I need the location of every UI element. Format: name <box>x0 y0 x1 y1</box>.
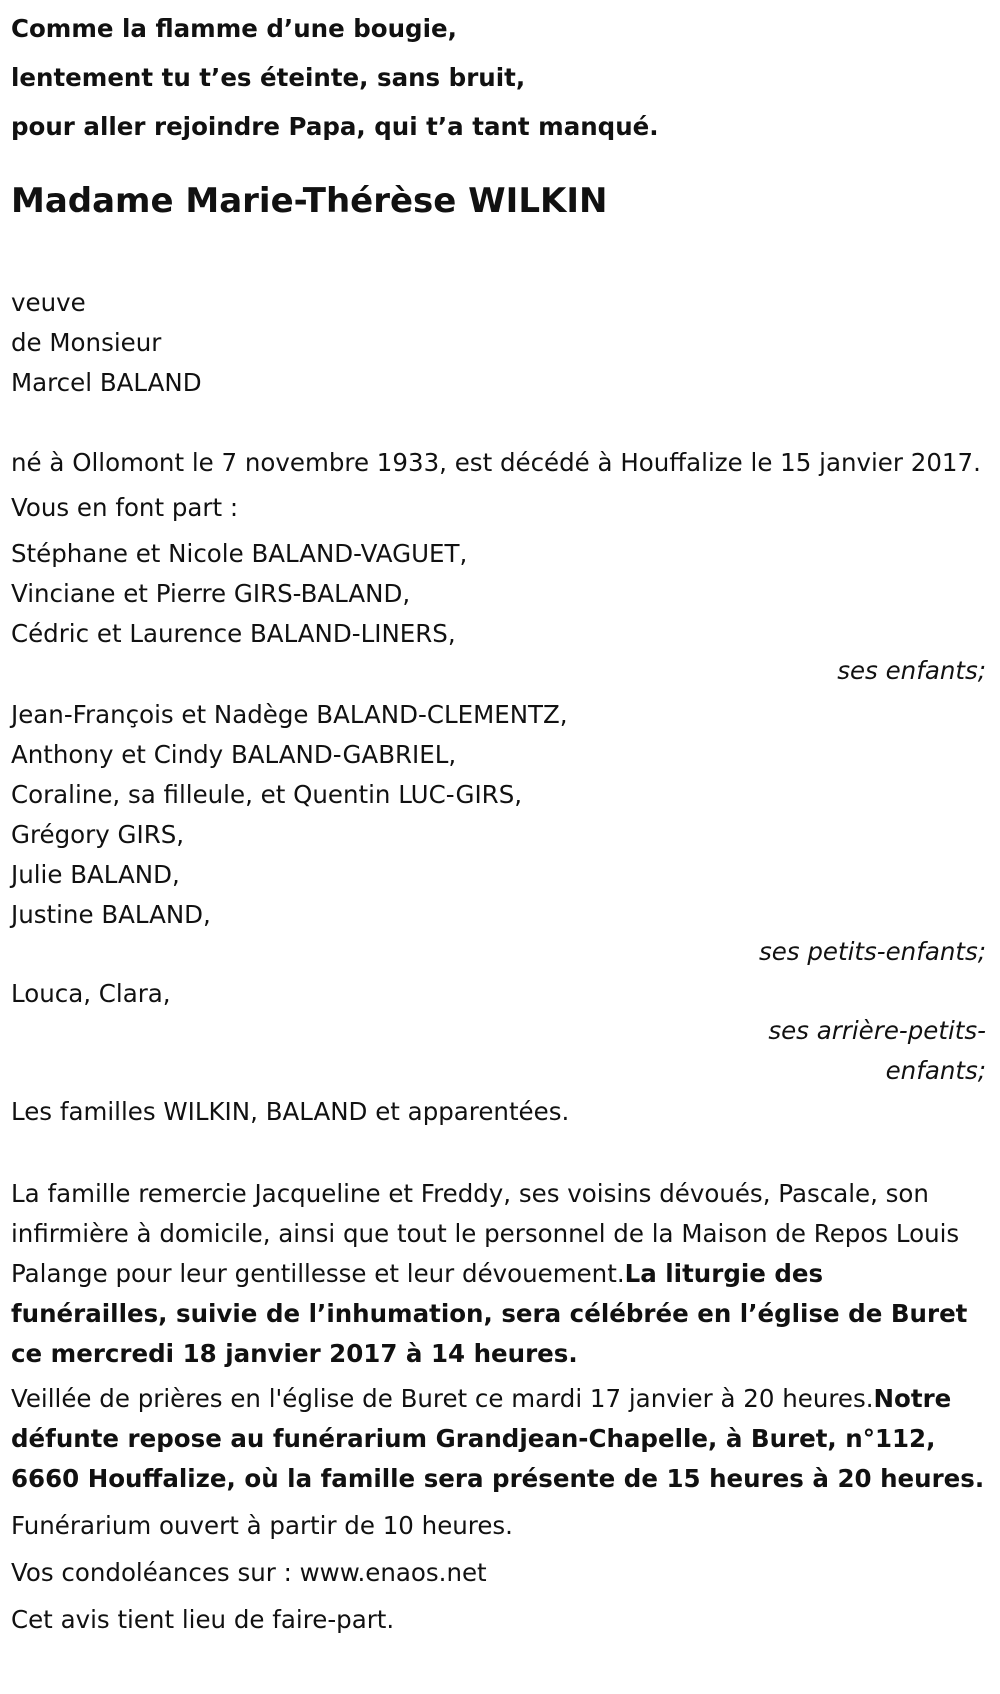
list-item: Anthony et Cindy BALAND-GABRIEL, <box>11 740 457 769</box>
children-role: ses enfants; <box>837 656 986 685</box>
poem-line: pour aller rejoindre Papa, qui t’a tant manqué. <box>11 112 659 141</box>
poem-line: Comme la flamme d’une bougie, <box>11 14 457 43</box>
great-grandchildren-role <box>11 1011 986 1091</box>
deceased-name: Madame Marie-Thérèse WILKIN <box>11 181 608 221</box>
list-item: Louca, Clara, <box>11 979 171 1008</box>
grandchildren-role: ses petits-enfants; <box>758 937 986 966</box>
role-line: enfants; <box>885 1056 986 1085</box>
status-line: veuve <box>11 288 86 317</box>
widow-status <box>11 283 986 403</box>
list-item: Coraline, sa filleule, et Quentin LUC-GIRS, <box>11 780 523 809</box>
condolences-line: Vos condoléances sur : www.enaos.net <box>11 1558 487 1587</box>
repose-details: Notre défunte repose au funérarium Grandjean-Chapelle, à Buret, n°112, 6660 Houffalize, où la famille sera présente de 15 heures à 20 heures. <box>11 1384 985 1493</box>
vigil-paragraph <box>11 1379 986 1499</box>
list-item: Grégory GIRS, <box>11 820 185 849</box>
list-item: Jean-François et Nadège BALAND-CLEMENTZ, <box>11 700 568 729</box>
vigil-text: Veillée de prières en l'église de Buret ce mardi 17 janvier à 20 heures. <box>11 1384 874 1413</box>
status-line: Marcel BALAND <box>11 368 202 397</box>
poem-line: lentement tu t’es éteinte, sans bruit, <box>11 63 526 92</box>
poem <box>11 4 986 151</box>
funeral-details: La liturgie des funérailles, suivie de l’inhumation, sera célébrée en l’église de Buret ce mercredi 18 janvier 2017 à 14 heures. <box>11 1259 968 1368</box>
obituary-notice <box>11 0 986 1640</box>
list-item: Vinciane et Pierre GIRS-BALAND, <box>11 579 411 608</box>
birth-death-text: né à Ollomont le 7 novembre 1933, est décédé à Houffalize le 15 janvier 2017. <box>11 448 981 477</box>
role-line: ses arrière-petits- <box>768 1016 986 1045</box>
thanks-text: La famille remercie Jacqueline et Freddy, ses voisins dévoués, Pascale, son infirmière à domicile, ainsi que tout le personnel de la Maison de Repos Louis Palange pour leur gentillesse et leur dévouement. <box>11 1179 960 1288</box>
faire-part-note: Cet avis tient lieu de faire-part. <box>11 1605 395 1634</box>
funerarium-hours: Funérarium ouvert à partir de 10 heures. <box>11 1511 513 1540</box>
children-list <box>11 534 986 654</box>
great-grandchildren-list <box>11 974 986 1014</box>
list-item: Julie BALAND, <box>11 860 180 889</box>
announcement-intro: Vous en font part : <box>11 493 239 522</box>
families-line: Les familles WILKIN, BALAND et apparentées. <box>11 1097 570 1126</box>
grandchildren-list <box>11 695 986 935</box>
list-item: Justine BALAND, <box>11 900 211 929</box>
list-item: Cédric et Laurence BALAND-LINERS, <box>11 619 456 648</box>
list-item: Stéphane et Nicole BALAND-VAGUET, <box>11 539 468 568</box>
status-line: de Monsieur <box>11 328 162 357</box>
thanks-paragraph <box>11 1174 986 1374</box>
